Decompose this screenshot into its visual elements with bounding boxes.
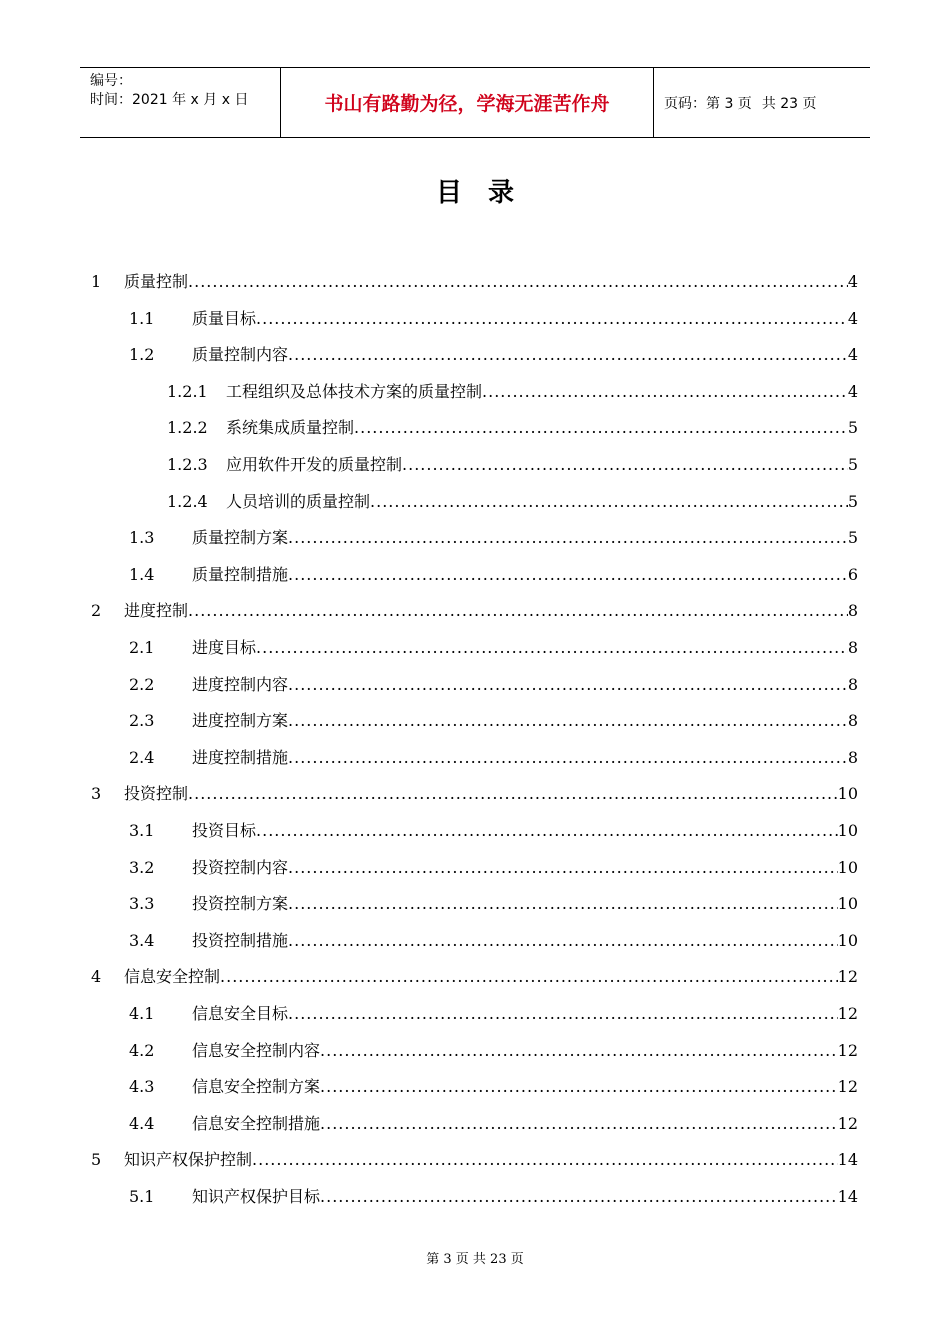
- toc-entry-page: 10: [837, 784, 858, 804]
- toc-entry-page: 12: [837, 1077, 858, 1097]
- toc-leader-dots: [188, 264, 848, 300]
- toc-entry-label: 进度控制: [124, 601, 189, 621]
- toc-entry[interactable]: [0, 593, 950, 629]
- toc-leader-dots: [188, 776, 838, 812]
- toc-entry-label: 知识产权保护目标: [192, 1187, 321, 1206]
- toc-leader-dots: [288, 667, 848, 703]
- toc-entry[interactable]: [0, 301, 950, 337]
- toc-leader-dots: [288, 740, 848, 776]
- toc-entry-label: 进度目标: [192, 638, 257, 657]
- toc-entry-label: 质量控制方案: [192, 528, 289, 548]
- toc-entry-number: 2.1: [129, 638, 155, 657]
- toc-entry[interactable]: [0, 1106, 950, 1142]
- header-time-label: 时间：2021 年 x 月 x 日: [90, 92, 249, 108]
- toc-entry-page: 4: [847, 308, 858, 328]
- toc-entry-number: 4.2: [129, 1040, 155, 1060]
- toc-entry-number: 1.2.2: [167, 418, 208, 438]
- toc-entry-page: 5: [847, 528, 858, 548]
- toc-entry-label: 应用软件开发的质量控制: [226, 455, 403, 474]
- toc-entry-page: 4: [847, 272, 858, 291]
- toc-leader-dots: [288, 337, 848, 373]
- toc-entry[interactable]: [0, 264, 950, 300]
- toc-leader-dots: [288, 703, 848, 739]
- toc-entry-page: 4: [847, 345, 858, 365]
- toc-leader-dots: [288, 923, 838, 959]
- toc-entry[interactable]: [0, 337, 950, 373]
- toc-leader-dots: [288, 557, 848, 593]
- toc-entry[interactable]: [0, 520, 950, 556]
- toc-entry-label: 知识产权保护控制: [124, 1150, 253, 1170]
- toc-title: 目录: [435, 178, 540, 208]
- toc-entry-label: 投资控制: [124, 784, 189, 804]
- toc-entry-page: 14: [837, 1187, 858, 1206]
- toc-leader-dots: [288, 520, 848, 556]
- toc-leader-dots: [402, 447, 848, 483]
- toc-entry-number: 3: [91, 784, 102, 804]
- toc-entry-number: 1.4: [129, 564, 155, 584]
- toc-entry[interactable]: [0, 484, 950, 520]
- toc-leader-dots: [320, 1179, 838, 1215]
- toc-entry-number: 1.1: [129, 308, 155, 328]
- header-total-label: 共 23 页: [761, 95, 817, 112]
- toc-entry[interactable]: [0, 557, 950, 593]
- toc-leader-dots: [288, 996, 838, 1032]
- toc-entry-number: 3.4: [129, 930, 155, 950]
- toc-entry-number: 2.3: [129, 711, 155, 731]
- toc-entry-label: 信息安全控制方案: [192, 1077, 321, 1097]
- toc-entry-page: 10: [837, 821, 858, 840]
- toc-entry-number: 5: [91, 1150, 102, 1170]
- toc-entry[interactable]: [0, 740, 950, 776]
- toc-entry-page: 8: [847, 638, 858, 657]
- toc-leader-dots: [482, 374, 848, 410]
- toc-entry-label: 质量目标: [192, 308, 257, 328]
- toc-entry-number: 1.3: [129, 528, 155, 548]
- header-page-label: 页码：第 3 页: [664, 95, 752, 112]
- toc-entry-page: 10: [837, 894, 858, 914]
- toc-entry[interactable]: [0, 1179, 950, 1215]
- toc-leader-dots: [320, 1069, 838, 1105]
- toc-entry-label: 质量控制内容: [192, 345, 289, 365]
- toc-leader-dots: [288, 850, 838, 886]
- toc-leader-dots: [320, 1033, 838, 1069]
- toc-leader-dots: [252, 1142, 838, 1178]
- toc-leader-dots: [220, 959, 838, 995]
- toc-entry-page: 5: [847, 491, 858, 511]
- toc-entry-number: 2.4: [129, 747, 155, 767]
- toc-entry-label: 人员培训的质量控制: [226, 491, 371, 511]
- toc-entry[interactable]: [0, 813, 950, 849]
- toc-entry-label: 投资目标: [192, 821, 257, 840]
- toc-entry-number: 3.3: [129, 894, 155, 914]
- header-motto: 书山有路勤为径，学海无涯苦作舟: [281, 68, 654, 137]
- toc-entry-number: 2.2: [129, 674, 155, 694]
- toc-entry[interactable]: [0, 374, 950, 410]
- page-header: [80, 67, 870, 138]
- toc-entry-page: 4: [847, 381, 858, 401]
- toc-entry[interactable]: [0, 850, 950, 886]
- toc-entry-label: 进度控制措施: [192, 747, 289, 767]
- toc-leader-dots: [354, 410, 848, 446]
- toc-entry[interactable]: [0, 410, 950, 446]
- toc-entry-number: 3.1: [129, 821, 155, 840]
- toc-entry-label: 投资控制措施: [192, 930, 289, 950]
- toc-entry[interactable]: [0, 996, 950, 1032]
- toc-entry[interactable]: [0, 447, 950, 483]
- toc-entry-number: 1.2.3: [167, 455, 208, 474]
- toc-entry[interactable]: [0, 923, 950, 959]
- toc-leader-dots: [288, 886, 838, 922]
- toc-entry-label: 投资控制方案: [192, 894, 289, 914]
- toc-entry-page: 12: [837, 1113, 858, 1133]
- toc-entry[interactable]: [0, 1069, 950, 1105]
- toc-entry-label: 质量控制措施: [192, 564, 289, 584]
- toc-entry[interactable]: [0, 886, 950, 922]
- toc-entry-number: 5.1: [129, 1187, 155, 1206]
- toc-entry-page: 8: [847, 674, 858, 694]
- toc-entry-label: 信息安全目标: [192, 1004, 289, 1023]
- toc-leader-dots: [256, 813, 838, 849]
- toc-leader-dots: [188, 593, 848, 629]
- toc-entry[interactable]: [0, 703, 950, 739]
- toc-entry-label: 工程组织及总体技术方案的质量控制: [226, 381, 483, 401]
- toc-entry[interactable]: [0, 776, 950, 812]
- toc-entry-page: 12: [837, 1004, 858, 1023]
- toc-entry-number: 4.1: [129, 1004, 155, 1023]
- toc-entry-page: 12: [837, 1040, 858, 1060]
- toc-entry-page: 8: [847, 601, 858, 621]
- toc-entry-page: 10: [837, 930, 858, 950]
- toc-entry[interactable]: [0, 1033, 950, 1069]
- toc-entry-label: 质量控制: [124, 272, 189, 291]
- toc-entry[interactable]: [0, 630, 950, 666]
- toc-entry-number: 4.4: [129, 1113, 155, 1133]
- toc-entry-page: 14: [837, 1150, 858, 1170]
- toc-entry-page: 5: [847, 418, 858, 438]
- header-meta: [80, 68, 281, 137]
- toc-entry-number: 1.2.1: [167, 381, 208, 401]
- toc-entry[interactable]: [0, 667, 950, 703]
- toc-entry-label: 信息安全控制: [124, 967, 221, 987]
- toc-leader-dots: [370, 484, 848, 520]
- toc-entry-page: 8: [847, 747, 858, 767]
- toc-leader-dots: [256, 630, 848, 666]
- toc-entry-page: 12: [837, 967, 858, 987]
- toc-entry-page: 6: [847, 564, 858, 584]
- toc-entry-label: 进度控制内容: [192, 674, 289, 694]
- toc-entry-number: 2: [91, 601, 102, 621]
- toc-entry-label: 信息安全控制措施: [192, 1113, 321, 1133]
- header-code-label: 编号：: [90, 73, 132, 89]
- toc-entry-label: 投资控制内容: [192, 857, 289, 877]
- toc-entry-number: 1.2.4: [167, 491, 208, 511]
- page-footer: 第 3 页 共 23 页: [426, 1252, 524, 1267]
- toc-leader-dots: [256, 301, 848, 337]
- toc-entry-page: 10: [837, 857, 858, 877]
- toc-entry-page: 8: [847, 711, 858, 731]
- toc-entry-number: 4.3: [129, 1077, 155, 1097]
- toc-entry[interactable]: [0, 959, 950, 995]
- header-page-info: [654, 68, 870, 137]
- toc-entry-number: 3.2: [129, 857, 155, 877]
- toc-entry-label: 信息安全控制内容: [192, 1040, 321, 1060]
- toc-entry-number: 1: [91, 272, 102, 291]
- toc-entry-number: 1.2: [129, 345, 155, 365]
- toc-entry-label: 进度控制方案: [192, 711, 289, 731]
- toc-entry-label: 系统集成质量控制: [226, 418, 355, 438]
- toc-leader-dots: [320, 1106, 838, 1142]
- toc-entry-number: 4: [91, 967, 102, 987]
- toc-entry-page: 5: [847, 455, 858, 474]
- toc-entry[interactable]: [0, 1142, 950, 1178]
